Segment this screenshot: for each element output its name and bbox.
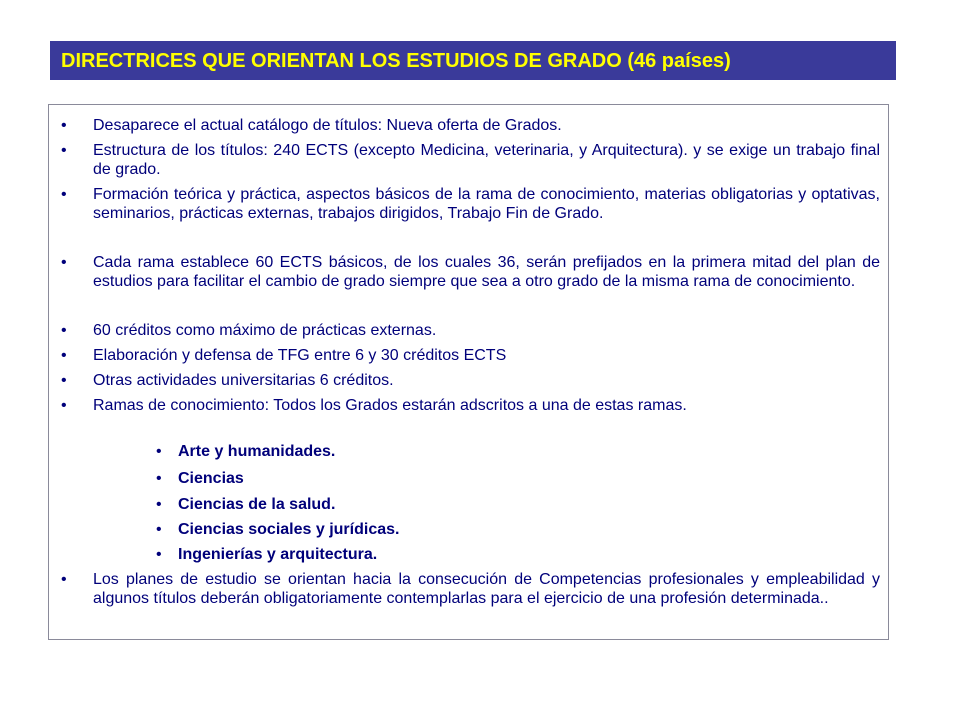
list-item: • Los planes de estudio se orientan hacia la consecución de Competencias profesionales y empleabilidad y algunos títulos deberán obligatoriamente contemplarlas para el ejercicio de una profesión determinada.. [93,570,880,608]
list-item: • Ramas de conocimiento: Todos los Grados estarán adscritos a una de estas ramas. [93,396,880,415]
rama-item: • Ciencias [178,469,678,488]
page-title: DIRECTRICES QUE ORIENTAN LOS ESTUDIOS DE GRADO (46 países) [61,50,731,72]
list-item: • Otras actividades universitarias 6 créditos. [93,371,880,390]
list-item: • Estructura de los títulos: 240 ECTS (excepto Medicina, veterinaria, y Arquitectura). y se exige un trabajo final de grado. [93,141,880,179]
list-item: • 60 créditos como máximo de prácticas externas. [93,321,880,340]
list-item: • Elaboración y defensa de TFG entre 6 y 30 créditos ECTS [93,346,880,365]
rama-item: • Ciencias sociales y jurídicas. [178,520,678,539]
rama-item: • Ingenierías y arquitectura. [178,545,678,564]
rama-item: • Arte y humanidades. [178,442,678,461]
list-item: • Formación teórica y práctica, aspectos básicos de la rama de conocimiento, materias obligatorias y optativas, seminarios, prácticas externas, trabajos dirigidos, Trabajo Fin de Grado. [93,185,880,223]
list-item: • Cada rama establece 60 ECTS básicos, de los cuales 36, serán prefijados en la primera mitad del plan de estudios para facilitar el cambio de grado siempre que sea a otro grado de la misma rama de conocimiento. [93,253,880,291]
list-item: • Desaparece el actual catálogo de títulos: Nueva oferta de Grados. [93,116,880,135]
rama-item: • Ciencias de la salud. [178,495,678,514]
